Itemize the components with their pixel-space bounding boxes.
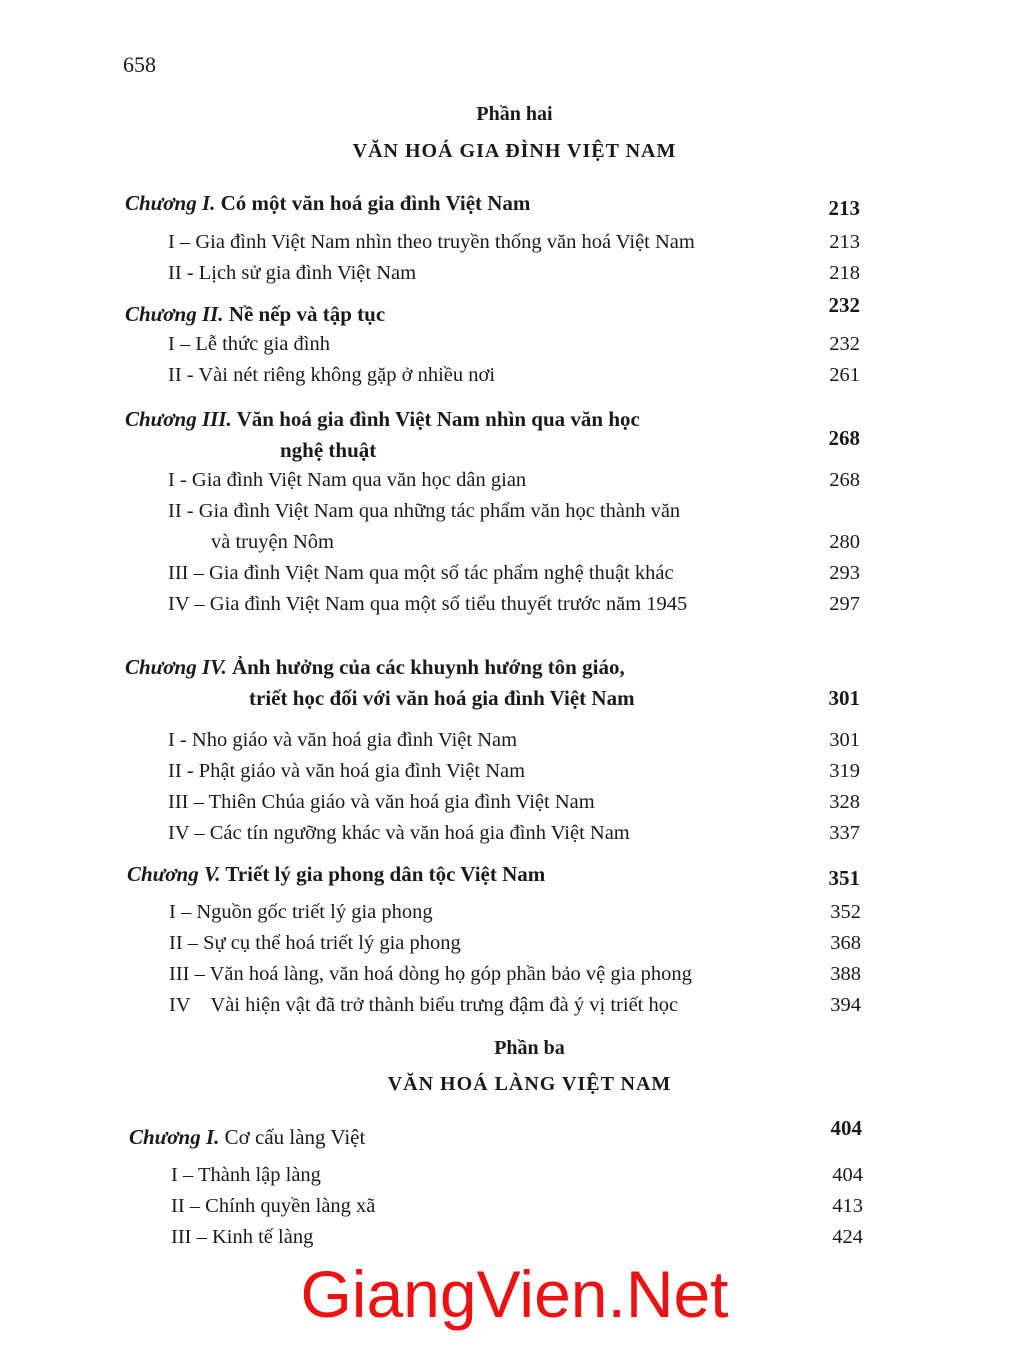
toc-item: I – Nguồn gốc triết lý gia phong [169, 901, 433, 923]
toc-item-page: 261 [829, 364, 860, 386]
toc-item-page: 293 [829, 562, 860, 584]
toc-item: I – Gia đình Việt Nam nhìn theo truyền thống văn hoá Việt Nam [168, 231, 695, 253]
toc-item-page: 268 [829, 469, 860, 491]
toc-item: III – Thiên Chúa giáo và văn hoá gia đình Việt Nam [168, 791, 595, 813]
toc-item-page: 328 [829, 791, 860, 813]
chapter-prefix: Chương III. [125, 407, 232, 431]
toc-item-page: 301 [829, 729, 860, 751]
part-title: VĂN HOÁ GIA ĐÌNH VIỆT NAM [352, 140, 677, 162]
chapter-heading [127, 862, 545, 887]
chapter-heading [129, 1125, 365, 1150]
toc-item: III – Kinh tế làng [171, 1226, 314, 1248]
chapter-page: 213 [828, 196, 860, 220]
toc-item-page: 394 [830, 994, 861, 1016]
toc-item: II - Vài nét riêng không gặp ở nhiều nơi [168, 364, 496, 386]
toc-item-page: 352 [830, 901, 861, 923]
chapter-page: 268 [828, 426, 860, 450]
chapter-title: Triết lý gia phong dân tộc Việt Nam [225, 862, 546, 886]
chapter-page: 232 [828, 293, 860, 317]
chapter-prefix: Chương II. [125, 302, 224, 326]
toc-item-page: 413 [832, 1195, 863, 1217]
part-label: Phần ba [494, 1037, 565, 1059]
toc-item-page: 213 [829, 231, 860, 253]
toc-item: I - Nho giáo và văn hoá gia đình Việt Nam [168, 729, 518, 751]
chapter-page: 404 [830, 1116, 862, 1140]
toc-item-page: 297 [829, 593, 860, 615]
toc-item-page: 218 [829, 262, 860, 284]
chapter-page: 301 [828, 686, 860, 710]
chapter-heading [125, 302, 385, 327]
toc-item: IV – Gia đình Việt Nam qua một số tiểu thuyết trước năm 1945 [168, 593, 688, 615]
toc-item-page: 337 [829, 822, 860, 844]
watermark-logo: GiangVien.Net [300, 1257, 729, 1331]
toc-item-page: 319 [829, 760, 860, 782]
chapter-heading [125, 407, 640, 432]
toc-item: II - Lịch sử gia đình Việt Nam [168, 262, 417, 284]
part-title: VĂN HOÁ LÀNG VIỆT NAM [387, 1073, 672, 1095]
toc-item-page: 368 [830, 932, 861, 954]
chapter-title-continued: nghệ thuật [280, 438, 377, 462]
toc-item: II - Gia đình Việt Nam qua những tác phẩm văn học thành văn [168, 500, 681, 522]
toc-item: III – Gia đình Việt Nam qua một số tác phẩm nghệ thuật khác [168, 562, 674, 584]
chapter-title-continued: triết học đối với văn hoá gia đình Việt Nam [249, 686, 635, 710]
toc-item: IV – Các tín ngưỡng khác và văn hoá gia đình Việt Nam [168, 822, 630, 844]
chapter-title: Nề nếp và tập tục [228, 302, 386, 326]
chapter-title: Ảnh hưởng của các khuynh hướng tôn giáo, [231, 655, 625, 679]
toc-item: IV Vài hiện vật đã trở thành biểu trưng đậm đà ý vị triết học [169, 994, 679, 1016]
toc-item: I - Gia đình Việt Nam qua văn học dân gian [168, 469, 527, 491]
toc-item-continued: và truyện Nôm [211, 531, 334, 553]
toc-item-page: 388 [830, 963, 861, 985]
toc-item: II - Phật giáo và văn hoá gia đình Việt Nam [168, 760, 526, 782]
chapter-prefix: Chương IV. [125, 655, 227, 679]
chapter-heading [125, 191, 530, 216]
chapter-prefix: Chương V. [127, 862, 221, 886]
toc-item: I – Thành lập làng [171, 1164, 321, 1186]
chapter-title: Cơ cấu làng Việt [224, 1125, 366, 1149]
page-number: 658 [123, 52, 156, 77]
toc-item-page: 280 [829, 531, 860, 553]
chapter-page: 351 [828, 866, 860, 890]
chapter-title: Có một văn hoá gia đình Việt Nam [220, 191, 531, 215]
toc-item: I – Lễ thức gia đình [168, 333, 330, 355]
chapter-prefix: Chương I. [125, 191, 216, 215]
part-label: Phần hai [476, 103, 553, 125]
toc-item: III – Văn hoá làng, văn hoá dòng họ góp phần bảo vệ gia phong [169, 963, 692, 985]
chapter-prefix: Chương I. [129, 1125, 220, 1149]
toc-item-page: 232 [829, 333, 860, 355]
toc-item-page: 424 [832, 1226, 863, 1248]
toc-item: II – Chính quyền làng xã [171, 1195, 376, 1217]
chapter-title: Văn hoá gia đình Việt Nam nhìn qua văn học [236, 407, 640, 431]
toc-item: II – Sự cụ thể hoá triết lý gia phong [169, 932, 461, 954]
toc-item-page: 404 [832, 1164, 863, 1186]
chapter-heading [125, 655, 625, 680]
